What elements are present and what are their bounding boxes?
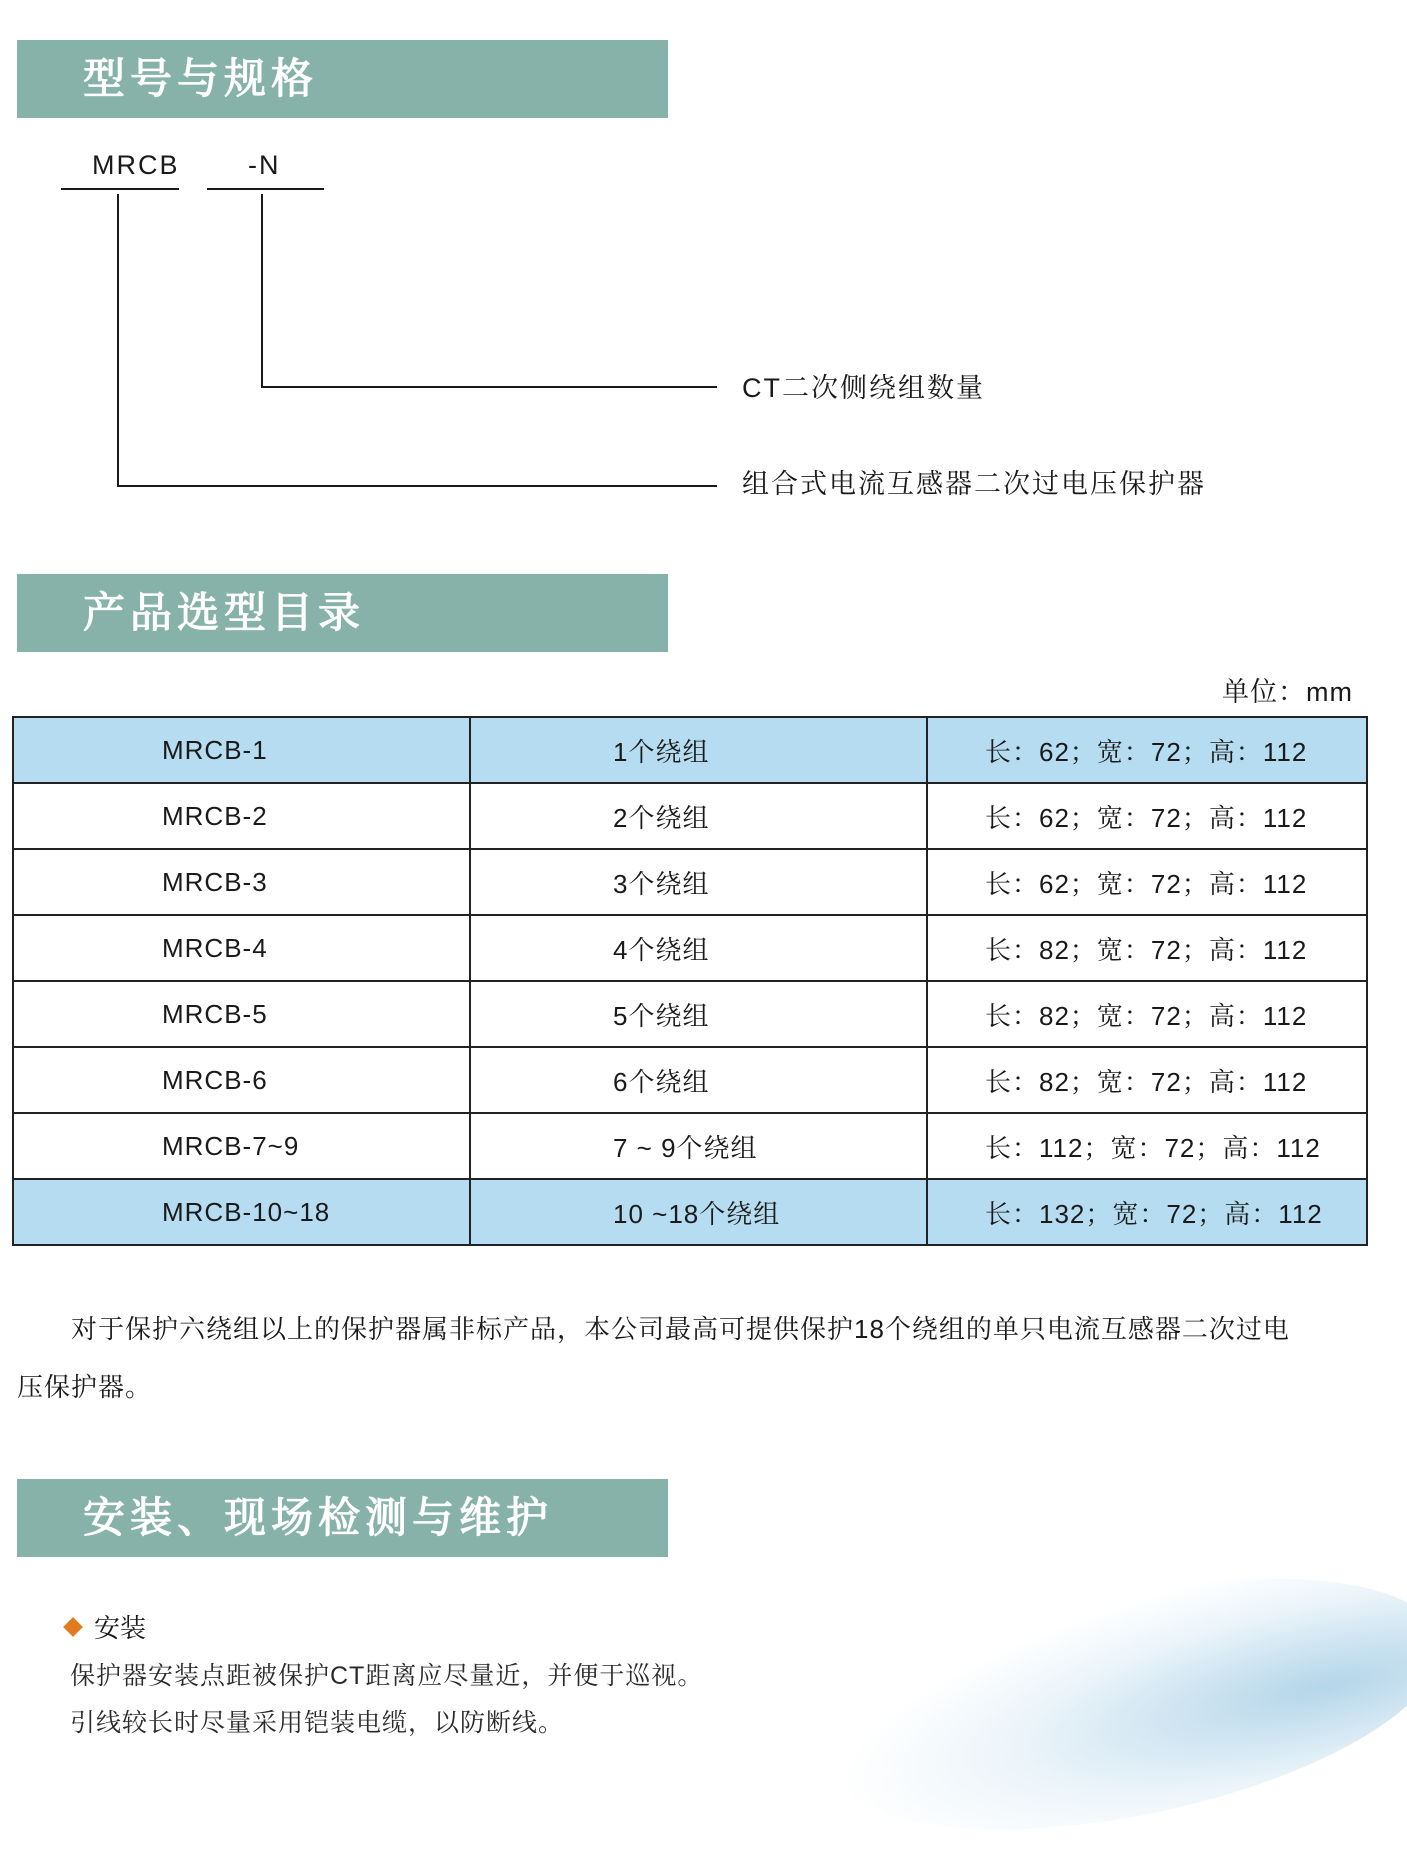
table-row bbox=[13, 915, 1367, 981]
cell-windings: 5个绕组 bbox=[613, 1000, 710, 1031]
cell-model: MRCB-5 bbox=[162, 998, 268, 1029]
section-band-selection bbox=[17, 574, 668, 652]
cell-model: MRCB-10~18 bbox=[162, 1196, 331, 1227]
cell-size: 长：82；宽：72；高：112 bbox=[985, 1000, 1308, 1031]
cell-windings: 6个绕组 bbox=[613, 1066, 710, 1097]
section-band-install bbox=[17, 1479, 668, 1557]
cell-size: 长：132；宽：72；高：112 bbox=[985, 1198, 1323, 1229]
section-title-model-spec: 型号与规格 bbox=[83, 54, 319, 103]
section-band-model-spec bbox=[17, 40, 668, 118]
table-row bbox=[13, 981, 1367, 1047]
cell-size: 长：82；宽：72；高：112 bbox=[985, 1066, 1308, 1097]
note-line-2: 压保护器。 bbox=[17, 1372, 153, 1402]
cell-size: 长：62；宽：72；高：112 bbox=[985, 736, 1308, 767]
table-row bbox=[13, 783, 1367, 849]
cell-windings: 4个绕组 bbox=[613, 934, 710, 965]
section-title-install: 安装、现场检测与维护 bbox=[83, 1493, 554, 1542]
install-heading-row bbox=[66, 1608, 146, 1645]
note-paragraph bbox=[17, 1300, 1387, 1416]
cell-size: 长：62；宽：72；高：112 bbox=[985, 868, 1308, 899]
desc-product-name: 组合式电流互感器二次过电压保护器 bbox=[742, 469, 1206, 499]
table-row bbox=[13, 1113, 1367, 1179]
cell-size: 长：62；宽：72；高：112 bbox=[985, 802, 1308, 833]
cell-windings: 7 ~ 9个绕组 bbox=[613, 1132, 758, 1163]
selection-table bbox=[12, 716, 1368, 1246]
cell-windings: 2个绕组 bbox=[613, 802, 710, 833]
install-heading: 安装 bbox=[94, 1613, 147, 1643]
install-line-2: 引线较长时尽量采用铠装电缆，以防断线。 bbox=[70, 1709, 565, 1737]
decorative-swoosh bbox=[811, 1532, 1407, 1876]
suffix-leader-vertical bbox=[261, 194, 263, 387]
cell-windings: 10 ~18个绕组 bbox=[613, 1198, 781, 1229]
prefix-leader-vertical bbox=[117, 194, 119, 486]
cell-size: 长：82；宽：72；高：112 bbox=[985, 934, 1308, 965]
prefix-leader-horizontal bbox=[117, 485, 717, 487]
diamond-bullet-icon bbox=[63, 1617, 83, 1637]
table-row bbox=[13, 849, 1367, 915]
cell-windings: 3个绕组 bbox=[613, 868, 710, 899]
section-title-selection: 产品选型目录 bbox=[83, 588, 366, 637]
suffix-underline bbox=[207, 188, 324, 190]
suffix-leader-horizontal bbox=[261, 386, 717, 388]
note-line-1: 对于保护六绕组以上的保护器属非标产品，本公司最高可提供保护18个绕组的单只电流互感器二次过电 bbox=[71, 1314, 1290, 1344]
desc-winding-count: CT二次侧绕组数量 bbox=[742, 373, 985, 403]
cell-model: MRCB-6 bbox=[162, 1064, 268, 1095]
cell-size: 长：112；宽：72；高：112 bbox=[985, 1132, 1321, 1163]
table-row bbox=[13, 1179, 1367, 1245]
cell-model: MRCB-7~9 bbox=[162, 1130, 300, 1161]
cell-model: MRCB-2 bbox=[162, 800, 268, 831]
cell-model: MRCB-4 bbox=[162, 932, 268, 963]
model-prefix: MRCB bbox=[92, 150, 180, 180]
model-suffix: -N bbox=[248, 150, 281, 180]
cell-windings: 1个绕组 bbox=[613, 736, 710, 767]
install-line-1: 保护器安装点距被保护CT距离应尽量近，并便于巡视。 bbox=[70, 1662, 704, 1690]
prefix-underline bbox=[61, 188, 179, 190]
unit-label: 单位：mm bbox=[1222, 677, 1353, 707]
table-row bbox=[13, 1047, 1367, 1113]
table-row bbox=[13, 717, 1367, 783]
cell-model: MRCB-3 bbox=[162, 866, 268, 897]
cell-model: MRCB-1 bbox=[162, 734, 268, 765]
